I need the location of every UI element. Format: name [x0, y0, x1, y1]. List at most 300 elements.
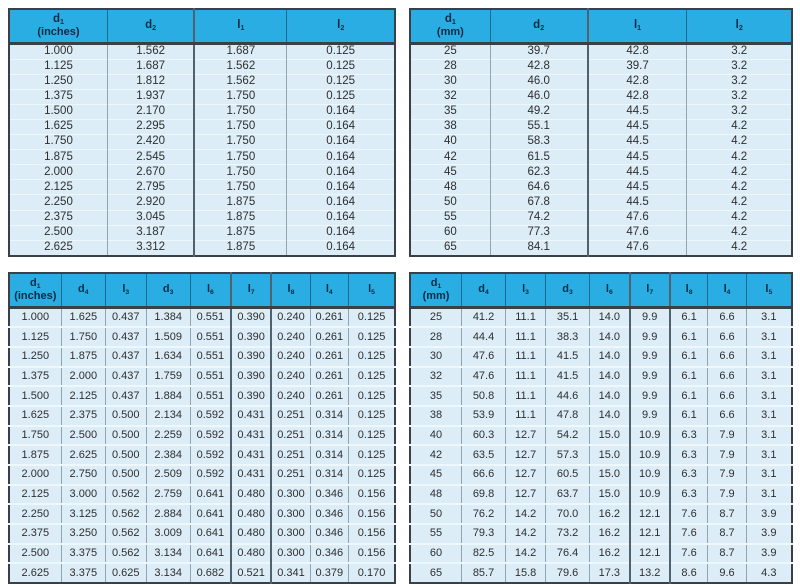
cell: 6.1 [670, 327, 708, 347]
cell: 0.480 [231, 524, 272, 544]
column-header-l2: $l_2$ [287, 9, 395, 43]
cell: 2.759 [146, 485, 190, 505]
cell: 46.0 [490, 89, 587, 104]
cell: 6.3 [670, 465, 708, 485]
table-row [410, 120, 792, 135]
table-row [9, 504, 395, 524]
cell: 15.0 [590, 485, 630, 505]
cell: 42 [410, 445, 462, 465]
cell: 3.250 [61, 524, 105, 544]
table-row [9, 89, 395, 104]
cell: 7.6 [670, 524, 708, 544]
column-header-l6: $l_6$ [590, 273, 630, 307]
cell: 2.125 [61, 386, 105, 406]
cell: 0.437 [105, 367, 146, 387]
cell: 14.0 [590, 307, 630, 327]
table-row [410, 465, 792, 485]
cell: 44.5 [588, 135, 687, 150]
cell: 1.750 [194, 120, 287, 135]
cell: 1.250 [9, 74, 107, 89]
cell: 0.562 [105, 544, 146, 564]
cell: 4.3 [746, 563, 792, 583]
header-row [410, 273, 792, 307]
cell: 53.9 [462, 406, 506, 426]
cell: 0.240 [271, 327, 310, 347]
cell: 2.545 [107, 150, 194, 165]
cell: 62.3 [490, 165, 587, 180]
table-row [410, 43, 792, 59]
column-header-l5: $l_5$ [746, 273, 792, 307]
cell: 42 [410, 150, 490, 165]
cell: 14.2 [505, 524, 545, 544]
cell: 2.625 [9, 563, 61, 583]
cell: 11.1 [505, 307, 545, 327]
table-row [9, 426, 395, 446]
cell: 1.625 [9, 120, 107, 135]
cell: 32 [410, 367, 462, 387]
cell: 2.000 [61, 367, 105, 387]
cell: 65 [410, 240, 490, 256]
cell: 1.634 [146, 347, 190, 367]
cell: 48 [410, 485, 462, 505]
cell: 0.125 [349, 426, 395, 446]
cell: 3.9 [746, 504, 792, 524]
cell: 2.375 [61, 406, 105, 426]
cell: 2.509 [146, 465, 190, 485]
cell: 1.750 [9, 426, 61, 446]
cell: 77.3 [490, 225, 587, 240]
cell: 0.437 [105, 347, 146, 367]
cell: 42.8 [588, 89, 687, 104]
cell: 0.170 [349, 563, 395, 583]
cell: 44.5 [588, 120, 687, 135]
column-header-l2: $l_2$ [687, 9, 792, 43]
cell: 30 [410, 347, 462, 367]
cell: 2.500 [9, 544, 61, 564]
cell: 0.641 [190, 524, 231, 544]
cell: 41.2 [462, 307, 506, 327]
cell: 0.156 [349, 544, 395, 564]
cell: 63.5 [462, 445, 506, 465]
cell: 42.8 [490, 59, 587, 74]
cell: 2.920 [107, 195, 194, 210]
cell: 3.1 [746, 327, 792, 347]
table-row [410, 74, 792, 89]
cell: 0.346 [310, 544, 349, 564]
cell: 0.261 [310, 386, 349, 406]
cell: 0.164 [287, 195, 395, 210]
cell: 1.500 [9, 386, 61, 406]
cell: 2.670 [107, 165, 194, 180]
cell: 0.164 [287, 135, 395, 150]
cell: 2.000 [9, 165, 107, 180]
cell: 1.812 [107, 74, 194, 89]
cell: 47.6 [588, 210, 687, 225]
cell: 3.9 [746, 544, 792, 564]
cell: 1.875 [194, 240, 287, 256]
cell: 10.9 [630, 485, 670, 505]
cell: 11.1 [505, 367, 545, 387]
cell: 60 [410, 225, 490, 240]
table-row [9, 544, 395, 564]
cell: 6.1 [670, 307, 708, 327]
column-header-d1: $d_1$ (mm) [410, 273, 462, 307]
cell: 0.551 [190, 307, 231, 327]
cell: 35 [410, 105, 490, 120]
cell: 49.2 [490, 105, 587, 120]
cell: 0.164 [287, 225, 395, 240]
table-row [9, 485, 395, 505]
cell: 14.0 [590, 367, 630, 387]
table-row [410, 386, 792, 406]
cell: 42.8 [588, 43, 687, 59]
cell: 4.2 [687, 135, 792, 150]
cell: 2.250 [9, 195, 107, 210]
column-header-l3: $l_3$ [105, 273, 146, 307]
cell: 28 [410, 327, 462, 347]
header-row [9, 273, 395, 307]
table-row [410, 544, 792, 564]
cell: 14.0 [590, 406, 630, 426]
cell: 47.8 [546, 406, 590, 426]
cell: 0.125 [349, 327, 395, 347]
cell: 0.480 [231, 544, 272, 564]
cell: 0.641 [190, 544, 231, 564]
cell: 63.7 [546, 485, 590, 505]
column-header-l7: $l_7$ [630, 273, 670, 307]
cell: 1.884 [146, 386, 190, 406]
cell: 2.259 [146, 426, 190, 446]
cell: 0.551 [190, 386, 231, 406]
cell: 0.251 [271, 465, 310, 485]
unit-note: (mm) [422, 289, 450, 302]
cell: 15.0 [590, 465, 630, 485]
cell: 1.875 [61, 347, 105, 367]
table-mm-detail [409, 272, 793, 584]
cell: 0.431 [231, 406, 272, 426]
cell: 0.431 [231, 445, 272, 465]
table-row [410, 327, 792, 347]
table-row [9, 406, 395, 426]
table-row [410, 563, 792, 583]
cell: 16.2 [590, 524, 630, 544]
cell: 14.0 [590, 347, 630, 367]
cell: 45 [410, 465, 462, 485]
cell: 1.750 [9, 135, 107, 150]
cell: 0.341 [271, 563, 310, 583]
cell: 1.875 [194, 210, 287, 225]
cell: 69.8 [462, 485, 506, 505]
cell: 6.6 [708, 406, 746, 426]
cell: 14.2 [505, 544, 545, 564]
cell: 0.125 [349, 347, 395, 367]
cell: 3.1 [746, 426, 792, 446]
cell: 57.3 [546, 445, 590, 465]
cell: 0.314 [310, 445, 349, 465]
cell: 14.0 [590, 327, 630, 347]
cell: 6.3 [670, 426, 708, 446]
column-header-d2: $d_2$ [107, 9, 194, 43]
cell: 1.000 [9, 43, 107, 59]
column-header-l8: $l_8$ [670, 273, 708, 307]
cell: 14.0 [590, 386, 630, 406]
cell: 0.551 [190, 367, 231, 387]
cell: 0.521 [231, 563, 272, 583]
cell: 9.9 [630, 406, 670, 426]
table-row [9, 347, 395, 367]
cell: 0.125 [349, 307, 395, 327]
cell: 0.156 [349, 524, 395, 544]
cell: 0.300 [271, 524, 310, 544]
cell: 0.164 [287, 210, 395, 225]
cell: 0.346 [310, 504, 349, 524]
column-header-l7: $l_7$ [231, 273, 272, 307]
cell: 0.164 [287, 180, 395, 195]
cell: 2.250 [9, 504, 61, 524]
cell: 0.240 [271, 386, 310, 406]
column-header-d1: $d_1$ (inches) [9, 273, 61, 307]
table-row [410, 240, 792, 256]
cell: 2.884 [146, 504, 190, 524]
cell: 2.170 [107, 105, 194, 120]
table-row [9, 327, 395, 347]
cell: 48 [410, 180, 490, 195]
cell: 8.6 [670, 563, 708, 583]
cell: 70.0 [546, 504, 590, 524]
cell: 6.6 [708, 367, 746, 387]
cell: 2.500 [9, 225, 107, 240]
cell: 7.9 [708, 465, 746, 485]
cell: 55 [410, 524, 462, 544]
cell: 1.937 [107, 89, 194, 104]
cell: 3.1 [746, 367, 792, 387]
cell: 0.390 [231, 327, 272, 347]
cell: 7.9 [708, 445, 746, 465]
cell: 16.2 [590, 504, 630, 524]
cell: 4.2 [687, 120, 792, 135]
cell: 1.750 [194, 89, 287, 104]
table-row [9, 150, 395, 165]
cell: 0.346 [310, 524, 349, 544]
cell: 2.134 [146, 406, 190, 426]
cell: 1.750 [61, 327, 105, 347]
cell: 0.125 [349, 465, 395, 485]
cell: 1.500 [9, 105, 107, 120]
cell: 0.592 [190, 426, 231, 446]
cell: 1.687 [107, 59, 194, 74]
cell: 1.750 [194, 165, 287, 180]
cell: 79.3 [462, 524, 506, 544]
cell: 4.2 [687, 180, 792, 195]
cell: 0.379 [310, 563, 349, 583]
cell: 0.125 [287, 59, 395, 74]
cell: 0.592 [190, 465, 231, 485]
cell: 8.7 [708, 524, 746, 544]
cell: 3.2 [687, 43, 792, 59]
cell: 66.6 [462, 465, 506, 485]
cell: 0.314 [310, 426, 349, 446]
cell: 15.8 [505, 563, 545, 583]
table-row [9, 367, 395, 387]
cell: 2.125 [9, 180, 107, 195]
cell: 47.6 [462, 347, 506, 367]
cell: 3.009 [146, 524, 190, 544]
cell: 74.2 [490, 210, 587, 225]
header-row [410, 9, 792, 43]
cell: 84.1 [490, 240, 587, 256]
cell: 30 [410, 74, 490, 89]
cell: 44.5 [588, 165, 687, 180]
table-row [410, 89, 792, 104]
cell: 9.9 [630, 386, 670, 406]
cell: 17.3 [590, 563, 630, 583]
cell: 4.2 [687, 165, 792, 180]
cell: 55.1 [490, 120, 587, 135]
column-header-l5: $l_5$ [349, 273, 395, 307]
cell: 4.2 [687, 240, 792, 256]
cell: 8.7 [708, 504, 746, 524]
cell: 44.5 [588, 105, 687, 120]
table-row [9, 465, 395, 485]
cell: 39.7 [588, 59, 687, 74]
cell: 9.6 [708, 563, 746, 583]
cell: 0.125 [349, 386, 395, 406]
cell: 0.240 [271, 367, 310, 387]
cell: 4.2 [687, 150, 792, 165]
cell: 1.375 [9, 89, 107, 104]
cell: 0.125 [349, 445, 395, 465]
cell: 50 [410, 504, 462, 524]
cell: 12.7 [505, 445, 545, 465]
cell: 6.1 [670, 386, 708, 406]
cell: 1.250 [9, 347, 61, 367]
cell: 2.384 [146, 445, 190, 465]
cell: 0.314 [310, 465, 349, 485]
column-header-d1: $d_1$ (mm) [410, 9, 490, 43]
table-row [410, 210, 792, 225]
table-row [9, 120, 395, 135]
table-row [410, 524, 792, 544]
cell: 10.9 [630, 426, 670, 446]
table-row [410, 195, 792, 210]
cell: 8.7 [708, 544, 746, 564]
cell: 39.7 [490, 43, 587, 59]
cell: 0.300 [271, 544, 310, 564]
cell: 9.9 [630, 327, 670, 347]
cell: 85.7 [462, 563, 506, 583]
cell: 40 [410, 135, 490, 150]
cell: 0.125 [287, 43, 395, 59]
cell: 0.164 [287, 105, 395, 120]
cell: 15.0 [590, 426, 630, 446]
cell: 3.375 [61, 544, 105, 564]
cell: 50 [410, 195, 490, 210]
cell: 3.1 [746, 485, 792, 505]
table-row [9, 240, 395, 256]
column-header-d1: $d_1$ (inches) [9, 9, 107, 43]
cell: 0.562 [105, 485, 146, 505]
column-header-l3: $l_3$ [505, 273, 545, 307]
cell: 3.1 [746, 445, 792, 465]
table-row [410, 150, 792, 165]
table-mm-basic [409, 8, 793, 257]
cell: 6.3 [670, 485, 708, 505]
cell: 2.500 [61, 426, 105, 446]
cell: 32 [410, 89, 490, 104]
cell: 7.9 [708, 485, 746, 505]
cell: 0.125 [349, 367, 395, 387]
cell: 0.164 [287, 150, 395, 165]
cell: 1.562 [107, 43, 194, 59]
cell: 12.7 [505, 465, 545, 485]
cell: 6.3 [670, 445, 708, 465]
table-row [410, 165, 792, 180]
table-row [9, 105, 395, 120]
cell: 9.9 [630, 307, 670, 327]
cell: 64.6 [490, 180, 587, 195]
column-header-l1: $l_1$ [194, 9, 287, 43]
cell: 12.7 [505, 485, 545, 505]
cell: 2.795 [107, 180, 194, 195]
cell: 0.125 [349, 406, 395, 426]
cell: 40 [410, 426, 462, 446]
cell: 3.134 [146, 563, 190, 583]
cell: 0.682 [190, 563, 231, 583]
cell: 3.1 [746, 386, 792, 406]
column-header-d3: $d_3$ [546, 273, 590, 307]
cell: 3.045 [107, 210, 194, 225]
table-row [410, 180, 792, 195]
cell: 73.2 [546, 524, 590, 544]
cell: 1.625 [9, 406, 61, 426]
cell: 9.9 [630, 367, 670, 387]
cell: 1.875 [9, 445, 61, 465]
cell: 0.562 [105, 504, 146, 524]
cell: 47.6 [588, 225, 687, 240]
cell: 35 [410, 386, 462, 406]
cell: 3.375 [61, 563, 105, 583]
cell: 0.641 [190, 504, 231, 524]
cell: 1.750 [194, 180, 287, 195]
unit-note: (inches) [37, 26, 80, 39]
table-row [410, 135, 792, 150]
cell: 1.625 [61, 307, 105, 327]
column-header-l6: $l_6$ [190, 273, 231, 307]
cell: 0.251 [271, 406, 310, 426]
cell: 15.0 [590, 445, 630, 465]
cell: 0.261 [310, 347, 349, 367]
cell: 0.500 [105, 445, 146, 465]
cell: 14.2 [505, 504, 545, 524]
cell: 0.156 [349, 485, 395, 505]
table-row [9, 135, 395, 150]
cell: 0.164 [287, 240, 395, 256]
table-row [9, 563, 395, 583]
dimension-tables-grid [8, 8, 793, 584]
cell: 1.509 [146, 327, 190, 347]
cell: 0.261 [310, 327, 349, 347]
cell: 0.437 [105, 307, 146, 327]
column-header-d3: $d_3$ [146, 273, 190, 307]
cell: 1.000 [9, 307, 61, 327]
cell: 0.641 [190, 485, 231, 505]
cell: 6.6 [708, 327, 746, 347]
cell: 0.625 [105, 563, 146, 583]
cell: 0.390 [231, 307, 272, 327]
cell: 0.390 [231, 347, 272, 367]
cell: 0.500 [105, 465, 146, 485]
cell: 0.437 [105, 327, 146, 347]
